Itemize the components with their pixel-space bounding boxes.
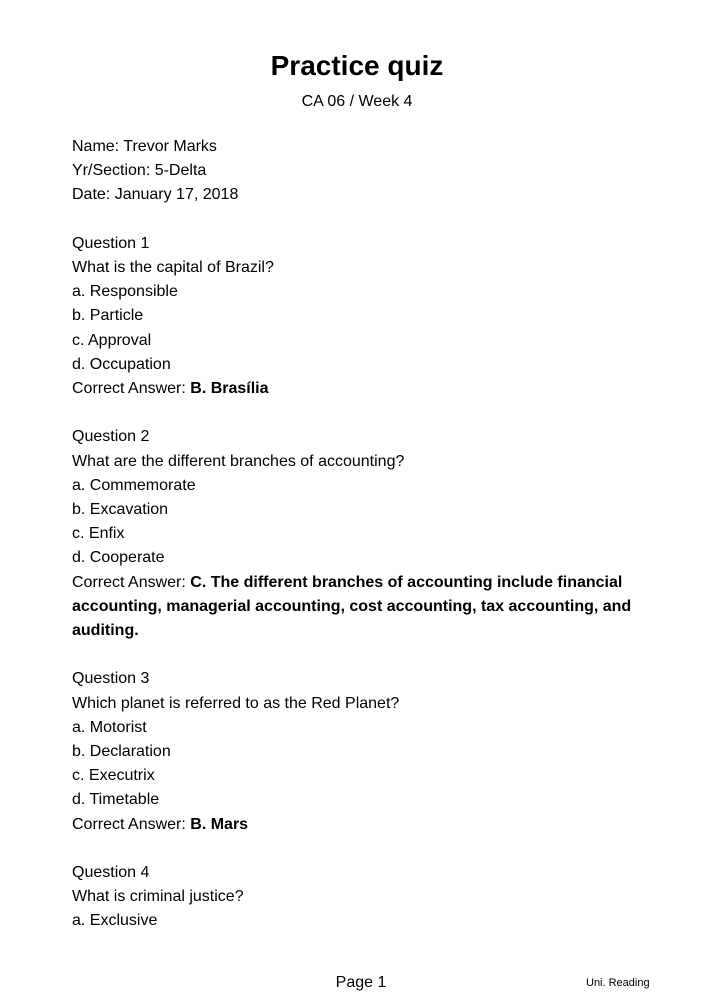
option: a. Motorist [72,718,147,736]
correct-answer [72,813,642,837]
question-block-3 [72,667,642,836]
correct-answer [72,377,642,401]
question-heading: Question 4 [72,864,150,882]
option: d. Timetable [72,791,160,809]
option: c. Executrix [72,767,155,785]
answer-value: B. Brasília [190,380,269,398]
option: b. Particle [72,307,144,325]
answer-value: B. Mars [190,815,249,833]
option: c. Approval [72,331,152,349]
answer-label: Correct Answer: [72,815,191,833]
page-number: Page 1 [335,974,387,991]
question-heading: Question 3 [72,670,150,688]
question-text: Which planet is referred to as the Red Planet? [72,694,400,712]
document-body [72,135,642,934]
answer-value: C. The different branches of accounting include financial accounting, managerial accounting, cost accounting, tax accounting, and auditing. [72,573,632,640]
option: a. Exclusive [72,912,158,930]
quiz-date: Date: January 17, 2018 [72,186,239,204]
student-name: Name: Trevor Marks [72,138,217,155]
question-text: What are the different branches of accounting? [72,452,405,470]
question-heading: Question 2 [72,428,150,446]
question-block-4 [72,861,642,934]
question-text: What is criminal justice? [72,888,244,906]
question-heading: Question 1 [72,234,150,252]
option: b. Declaration [72,743,171,761]
footer-source: Uni. Reading [586,977,650,989]
option: d. Occupation [72,355,171,373]
option: a. Commemorate [72,476,196,494]
question-block-1 [72,232,642,401]
option: b. Excavation [72,501,169,519]
answer-label: Correct Answer: [72,573,191,591]
page-subtitle: CA 06 / Week 4 [301,93,413,110]
question-block-2 [72,425,642,643]
option: a. Responsible [72,283,178,301]
option: d. Cooperate [72,549,165,567]
student-section: Yr/Section: 5-Delta [72,162,207,180]
option: c. Enfix [72,525,125,543]
correct-answer [72,571,642,644]
question-text: What is the capital of Brazil? [72,259,274,276]
page-title: Practice quiz [270,50,444,81]
answer-label: Correct Answer: [72,380,191,398]
